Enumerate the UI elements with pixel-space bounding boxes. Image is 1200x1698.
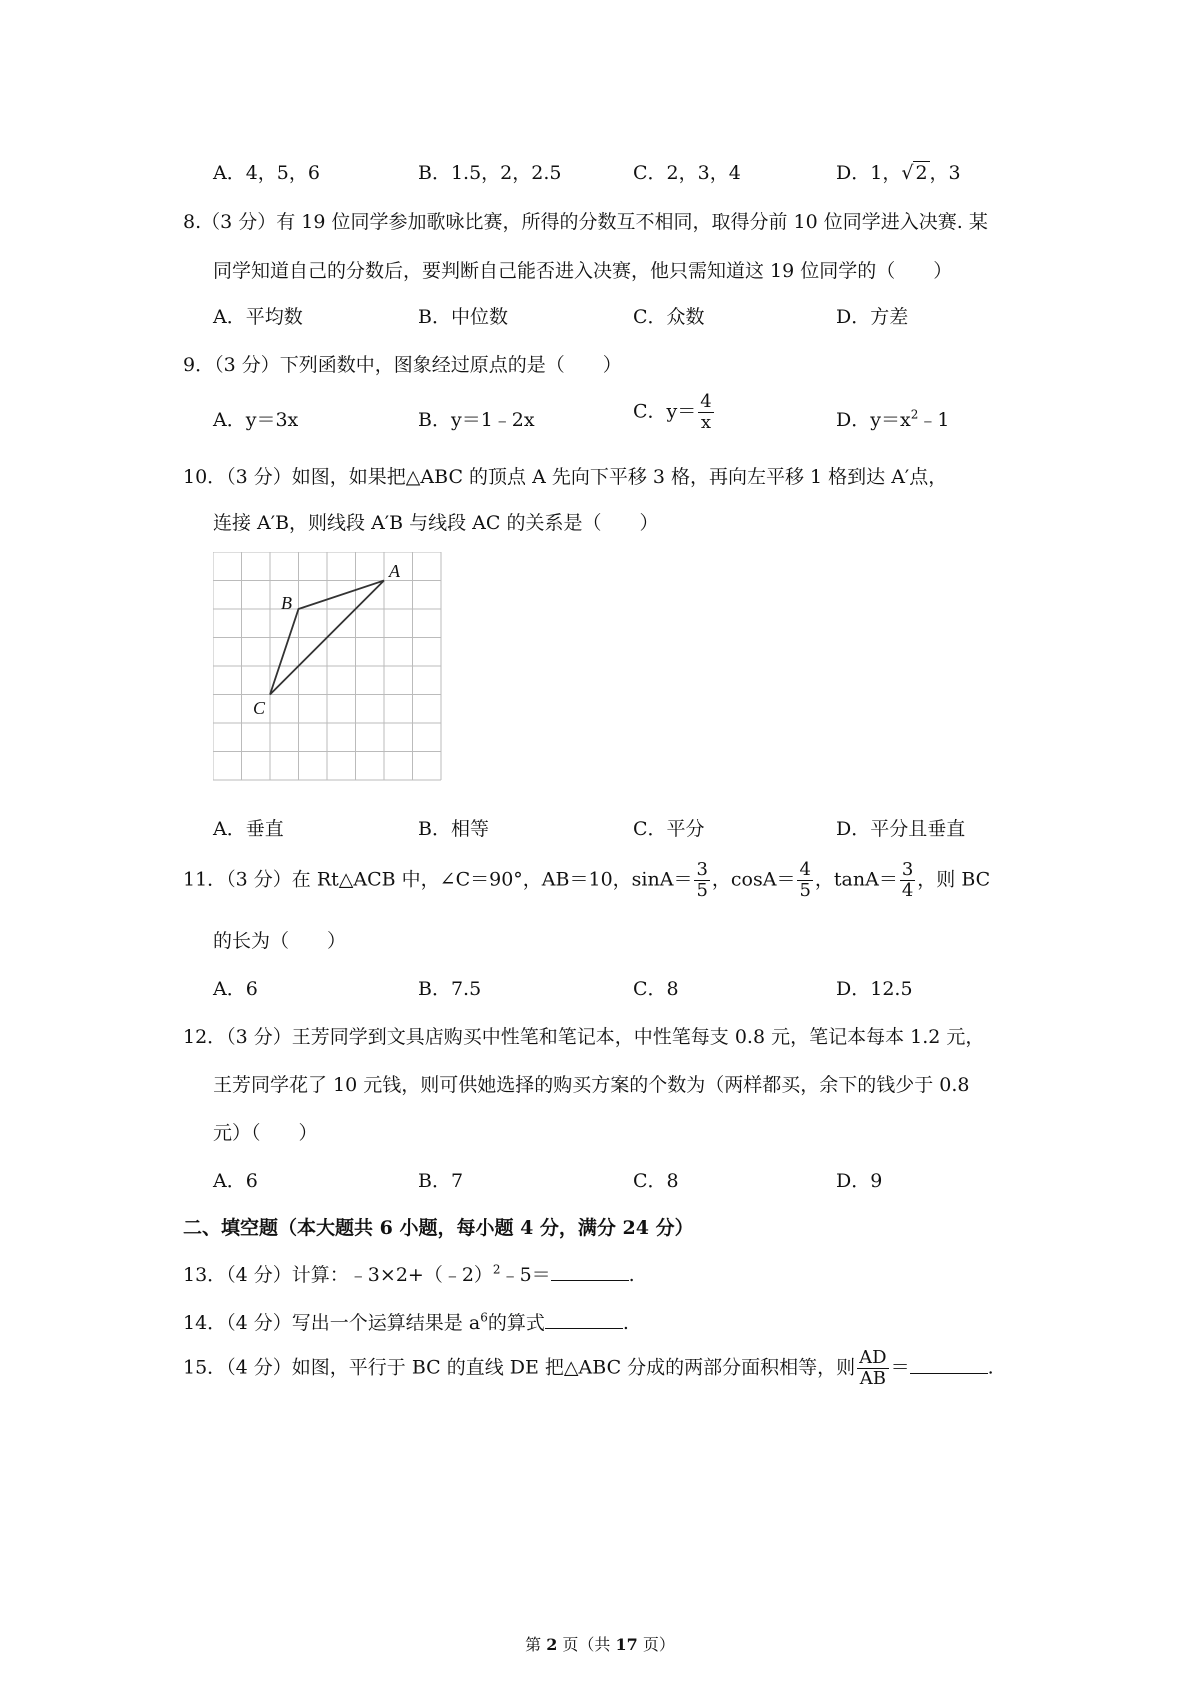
q11-option-c: C．8 (633, 978, 679, 1000)
footer-pre: 第 (525, 1635, 547, 1654)
q10-stem-line1: 10．（3 分）如图，如果把△ABC 的顶点 A 先向下平移 3 格，再向左平移 1 格到达 A′点， (183, 466, 948, 488)
footer-total-pages: 17 (615, 1635, 638, 1654)
q11-tan-label: ，tanA＝ (814, 868, 898, 891)
q7-option-c: C．2，3，4 (633, 162, 741, 184)
q12-option-a: A．6 (213, 1170, 258, 1192)
q13-line (183, 1260, 635, 1287)
q8-option-a: A．平均数 (213, 306, 303, 328)
q7-option-d-prefix: D．1， (836, 162, 902, 184)
q11-cos-label: ，cosA＝ (711, 868, 796, 891)
q12-stem-line2: 王芳同学花了 10 元钱，则可供她选择的购买方案的个数为（两样都买，余下的钱少于 0.8 (213, 1074, 970, 1096)
vertex-label-b: B (281, 593, 292, 613)
q9-option-a: A．y＝3x (213, 409, 299, 431)
footer-mid: 页（共 (557, 1635, 616, 1654)
q8-stem-line1: 8.（3 分）有 19 位同学参加歌咏比赛，所得的分数互不相同，取得分前 10 位同学进入决赛. 某 (183, 211, 988, 233)
q11-stem-pre: 11．（3 分）在 Rt△ACB 中，∠C＝90°，AB＝10，sinA＝ (183, 868, 693, 891)
q7-option-b: B．1.5，2，2.5 (418, 162, 562, 184)
q14-answer-blank[interactable] (545, 1310, 623, 1329)
q9-fraction (698, 392, 713, 433)
section-2-heading: 二、填空题（本大题共 6 小题，每小题 4 分，满分 24 分） (183, 1217, 694, 1239)
q11-sin-fraction (694, 860, 709, 901)
q10-option-a: A．垂直 (213, 818, 284, 840)
q8-option-b: B．中位数 (418, 306, 508, 328)
q9-frac-num: 4 (700, 391, 712, 412)
q11-stem-post: ，则 BC (917, 868, 991, 891)
q11-tan-den: 4 (901, 880, 914, 901)
q11-cos-num: 4 (799, 859, 811, 880)
q11-tan-num: 3 (901, 859, 914, 880)
footer-page-number: 2 (546, 1635, 558, 1654)
q15-frac-num: AD (859, 1347, 887, 1368)
q9-option-c (633, 392, 716, 433)
q9-exponent: 2 (910, 407, 919, 422)
grid-lines (213, 552, 441, 780)
q8-option-c: C．众数 (633, 306, 705, 328)
q10-option-c: C．平分 (633, 818, 705, 840)
q9-option-d-prefix: D．y＝x (836, 409, 911, 431)
q7-option-a: A．4，5，6 (213, 162, 320, 184)
q9-stem: 9．（3 分）下列函数中，图象经过原点的是（ ） (183, 354, 622, 376)
q11-stem-line2: 的长为（ ） (213, 930, 347, 952)
grid-triangle-figure (213, 552, 445, 784)
q10-option-d: D．平分且垂直 (836, 818, 966, 840)
q11-cos-den: 5 (799, 880, 811, 901)
q11-sin-den: 5 (696, 880, 708, 901)
q11-stem-line1 (183, 860, 990, 901)
q9-frac-den: x (700, 412, 712, 433)
q9-option-d (836, 405, 949, 432)
q14-pre: 14．（4 分）写出一个运算结果是 a (183, 1312, 481, 1334)
q13-post: ﹣5＝ (500, 1264, 551, 1286)
sqrt-symbol: √ 2 (901, 162, 928, 184)
vertex-label-c: C (253, 698, 266, 718)
q12-option-c: C．8 (633, 1170, 679, 1192)
page-footer (0, 1632, 1200, 1655)
q12-option-d: D．9 (836, 1170, 883, 1192)
q13-exponent: 2 (492, 1262, 501, 1277)
footer-post: 页） (637, 1635, 675, 1654)
q7-option-d-suffix: ，3 (929, 162, 961, 184)
q15-fraction (857, 1348, 888, 1389)
q9-option-d-suffix: ﹣1 (918, 409, 950, 431)
q15-end: . (987, 1356, 994, 1379)
q13-answer-blank[interactable] (551, 1262, 629, 1281)
q8-stem-line2: 同学知道自己的分数后，要判断自己能否进入决赛，他只需知道这 19 位同学的（ ） (213, 260, 953, 282)
q9-option-c-prefix: C．y＝ (633, 400, 697, 423)
q8-option-d: D．方差 (836, 306, 909, 328)
q14-line (183, 1308, 629, 1335)
q10-stem-line2: 连接 A′B，则线段 A′B 与线段 AC 的关系是（ ） (213, 512, 659, 534)
q11-sin-num: 3 (696, 859, 708, 880)
q15-line (183, 1348, 994, 1389)
q9-option-b: B．y＝1﹣2x (418, 409, 535, 431)
q14-exponent: 6 (480, 1310, 488, 1325)
q12-stem-line3: 元）（ ） (213, 1122, 318, 1144)
q14-post: 的算式 (487, 1312, 545, 1334)
q11-option-b: B．7.5 (418, 978, 482, 1000)
q7-radicand: 2 (915, 162, 928, 184)
q15-frac-den: AB (859, 1368, 886, 1389)
q11-cos-fraction (797, 860, 812, 901)
q13-end: . (628, 1264, 635, 1286)
q15-eq: ＝ (890, 1356, 910, 1379)
q13-pre: 13．（4 分）计算：﹣3×2+（﹣2） (183, 1264, 493, 1286)
q12-option-b: B．7 (418, 1170, 464, 1192)
q10-option-b: B．相等 (418, 818, 489, 840)
q15-answer-blank[interactable] (910, 1355, 988, 1374)
q11-option-a: A．6 (213, 978, 258, 1000)
q12-stem-line1: 12．（3 分）王芳同学到文具店购买中性笔和笔记本，中性笔每支 0.8 元，笔记本每本 1.2 元， (183, 1026, 985, 1048)
q7-option-d (836, 158, 961, 185)
q11-tan-fraction (900, 860, 915, 901)
vertex-label-a: A (389, 561, 400, 581)
q11-option-d: D．12.5 (836, 978, 913, 1000)
q14-end: . (622, 1312, 629, 1334)
q15-pre: 15．（4 分）如图，平行于 BC 的直线 DE 把△ABC 分成的两部分面积相等，则 (183, 1356, 856, 1379)
